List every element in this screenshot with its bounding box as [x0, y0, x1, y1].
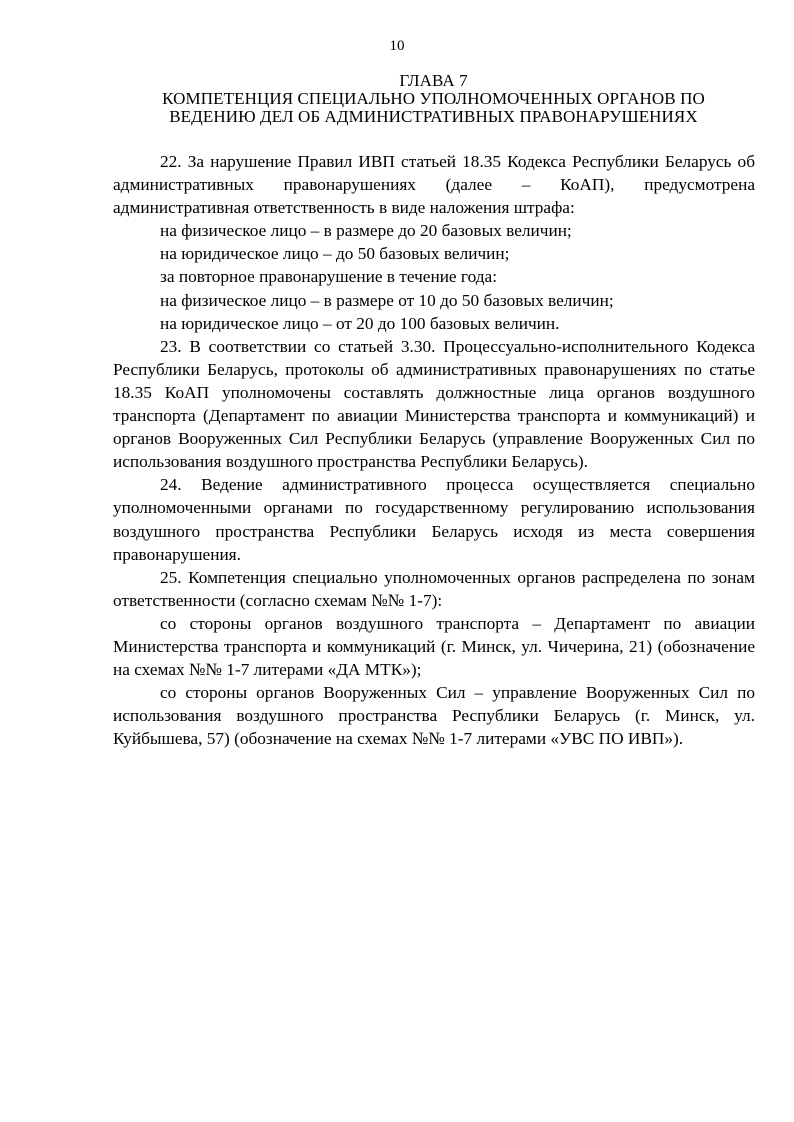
document-body [113, 150, 755, 750]
paragraph-23: 23. В соответствии со статьей 3.30. Процессуально-исполнительного Кодекса Республики Беларусь, протоколы об административных правонарушениях по статье 18.35 КоАП уполномочены составлять должностные лица органов воздушного транспорта (Департамент по авиации Министерства транспорта и коммуникаций) и органов Вооруженных Сил Республики Беларусь (управление Вооруженных Сил по использования воздушного пространства Республики Беларусь). [113, 336, 755, 472]
paragraph-22: 22. За нарушение Правил ИВП статьей 18.35 Кодекса Республики Беларусь об административных правонарушениях (далее – КоАП), предусмотрена административная ответственность в виде наложения штрафа: [113, 152, 755, 218]
chapter-number: ГЛАВА 7 [399, 71, 468, 90]
chapter-title-line-1: КОМПЕТЕНЦИЯ СПЕЦИАЛЬНО УПОЛНОМОЧЕННЫХ ОРГАНОВ ПО [162, 89, 705, 108]
paragraph-22-item-2: на юридическое лицо – до 50 базовых величин; [160, 244, 510, 264]
paragraph-22-item-5: на юридическое лицо – от 20 до 100 базовых величин. [160, 313, 560, 333]
paragraph-24: 24. Ведение административного процесса осуществляется специально уполномоченными органами по государственному регулированию использования воздушного пространства Республики Беларусь исходя из места совершения правонарушения. [113, 475, 755, 564]
chapter-heading [113, 72, 754, 126]
paragraph-22-item-1: на физическое лицо – в размере до 20 базовых величин; [160, 221, 572, 241]
paragraph-25-item-2: со стороны органов Вооруженных Сил – управление Вооруженных Сил по использования воздушного пространства Республики Беларусь (г. Минск, ул. Куйбышева, 57) (обозначение на схемах №№ 1-7 литерами «УВС ПО ИВП»). [113, 683, 755, 749]
paragraph-22-item-4: на физическое лицо – в размере от 10 до 50 базовых величин; [160, 290, 614, 310]
chapter-title-line-2: ВЕДЕНИЮ ДЕЛ ОБ АДМИНИСТРАТИВНЫХ ПРАВОНАРУШЕНИЯХ [169, 107, 698, 126]
paragraph-22-item-3: за повторное правонарушение в течение года: [160, 267, 497, 287]
paragraph-25: 25. Компетенция специально уполномоченных органов распределена по зонам ответственности (согласно схемам №№ 1-7): [113, 567, 755, 610]
page-number: 10 [389, 38, 405, 54]
paragraph-25-item-1: со стороны органов воздушного транспорта – Департамент по авиации Министерства транспорта и коммуникаций (г. Минск, ул. Чичерина, 21) (обозначение на схемах №№ 1-7 литерами «ДА МТК»); [113, 613, 755, 680]
